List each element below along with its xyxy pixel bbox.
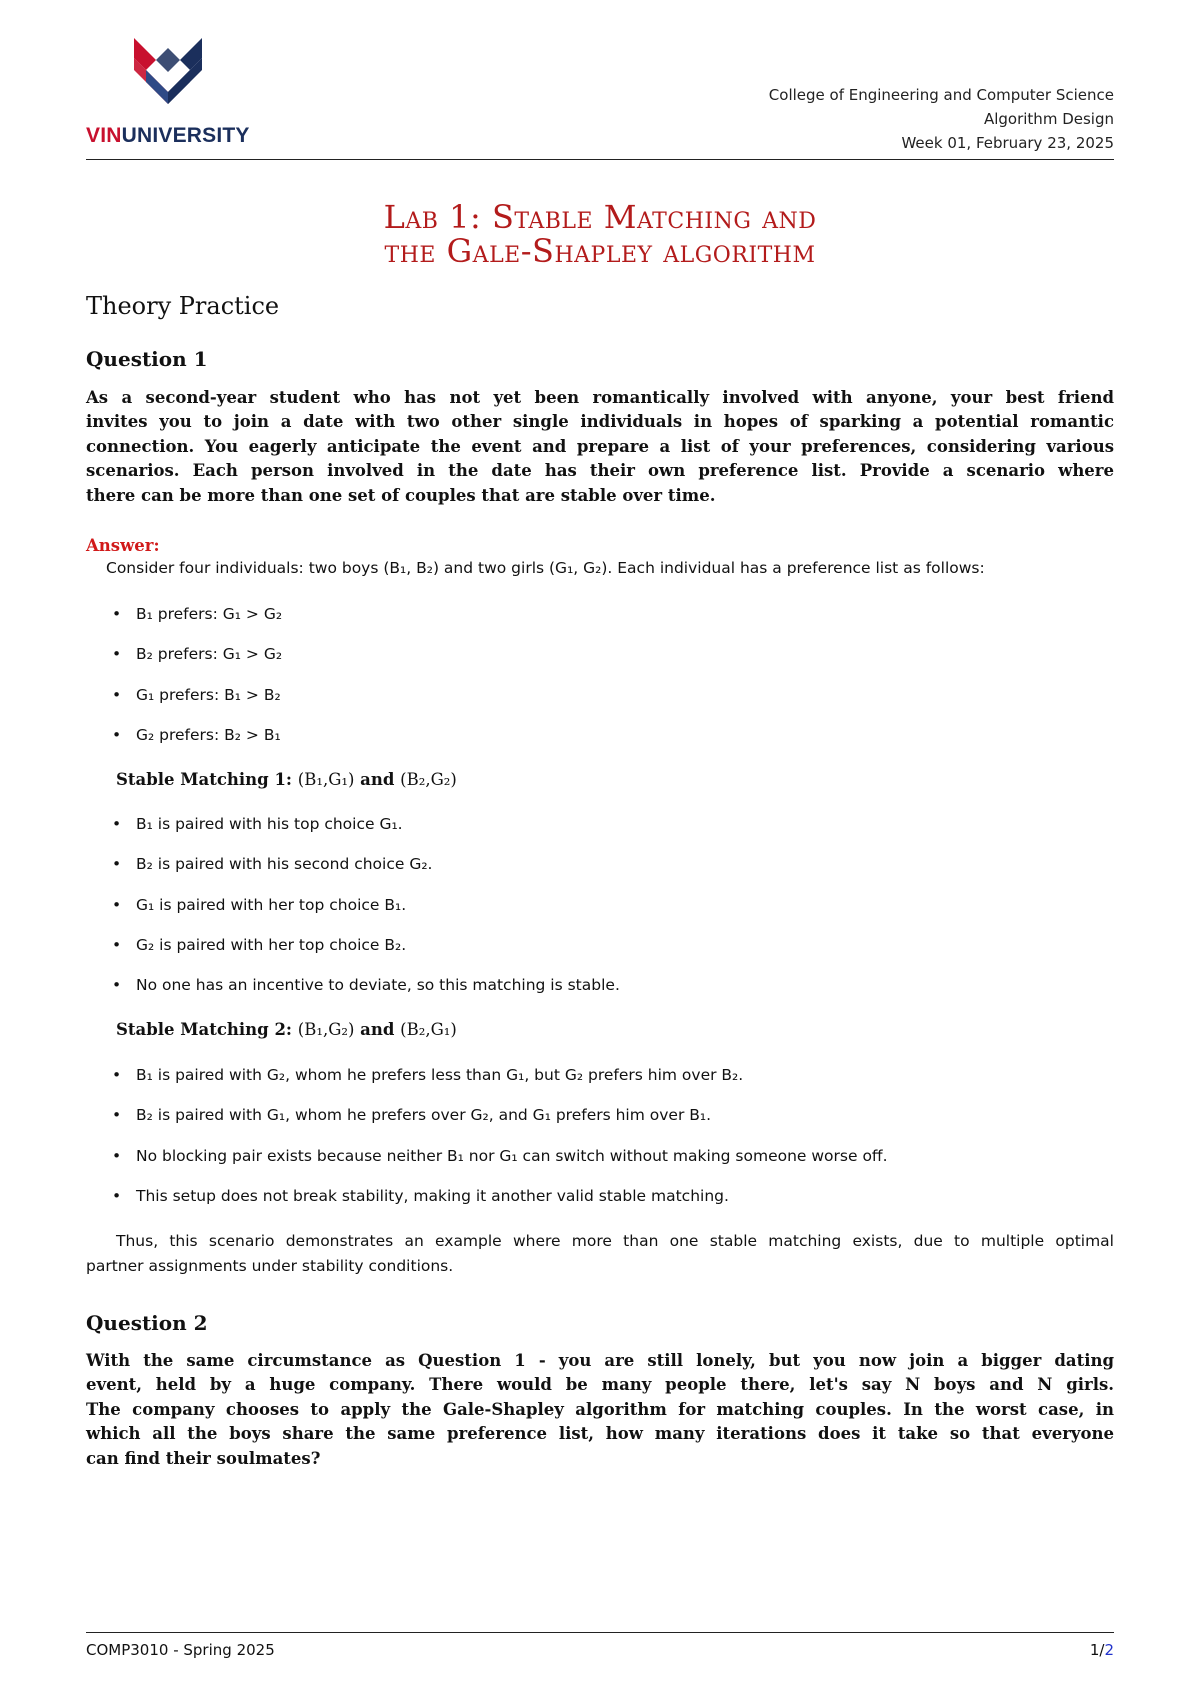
list-item: • G₁ is paired with her top choice B₁. bbox=[112, 896, 407, 914]
footer-course-term: COMP3010 - Spring 2025 bbox=[86, 1641, 275, 1659]
header-week: Week 01, February 23, 2025 bbox=[901, 134, 1114, 152]
stable-matching-1-heading: Stable Matching 1: (B₁,G₁) and (B₂,G₂) bbox=[116, 770, 457, 789]
header-college: College of Engineering and Computer Science bbox=[768, 86, 1114, 104]
question-2-line: The company chooses to apply the Gale-Shapley algorithm for matching couples. In the worst case, in bbox=[86, 1399, 1114, 1419]
logo-text-university: UNIVERSITY bbox=[121, 124, 250, 147]
list-item: • No blocking pair exists because neither B₁ nor G₁ can switch without making someone worse off. bbox=[112, 1147, 888, 1165]
footer-rule bbox=[86, 1632, 1114, 1633]
logo-wordmark bbox=[86, 124, 250, 148]
question-1-line: connection. You eagerly anticipate the event and prepare a list of your preferences, considering various bbox=[86, 436, 1114, 456]
list-item: • G₂ is paired with her top choice B₂. bbox=[112, 936, 407, 954]
bullet-icon: • bbox=[112, 1187, 122, 1205]
total-pages-link[interactable]: 2 bbox=[1104, 1641, 1114, 1659]
answer-intro: Consider four individuals: two boys (B₁, B₂) and two girls (G₁, G₂). Each individual has a preference list as follows: bbox=[106, 559, 985, 577]
question-2-line: With the same circumstance as Question 1 - you are still lonely, but you now join a bigger dating bbox=[86, 1351, 1114, 1370]
list-item: • B₁ is paired with G₂, whom he prefers less than G₁, but G₂ prefers him over B₂. bbox=[112, 1066, 744, 1084]
list-item: • B₂ prefers: G₁ > G₂ bbox=[112, 645, 283, 663]
list-item: • G₂ prefers: B₂ > B₁ bbox=[112, 726, 281, 744]
title-line-2: the Gale-Shapley algorithm bbox=[384, 232, 816, 270]
list-item: • B₁ prefers: G₁ > G₂ bbox=[112, 605, 283, 623]
logo-text-vin: VIN bbox=[86, 124, 122, 147]
list-item: • B₂ is paired with his second choice G₂. bbox=[112, 855, 433, 873]
page-number: 1/2 bbox=[1089, 1641, 1114, 1659]
question-1-line: As a second-year student who has not yet been romantically involved with anyone, your best friend bbox=[86, 388, 1114, 407]
conclusion-line-2: partner assignments under stability conditions. bbox=[86, 1257, 454, 1275]
bullet-icon: • bbox=[112, 726, 122, 744]
question-2-text bbox=[86, 1349, 1114, 1471]
question-1-line: there can be more than one set of couples that are stable over time. bbox=[86, 485, 716, 505]
bullet-icon: • bbox=[112, 896, 122, 914]
question-1-heading: Question 1 bbox=[86, 347, 208, 371]
question-1-line: invites you to join a date with two other single individuals in hopes of sparking a potential romantic bbox=[86, 412, 1114, 432]
bullet-icon: • bbox=[112, 605, 122, 623]
list-item: • B₂ is paired with G₁, whom he prefers over G₂, and G₁ prefers him over B₁. bbox=[112, 1106, 712, 1124]
question-2-heading: Question 2 bbox=[86, 1311, 208, 1335]
question-2-line: can find their soulmates? bbox=[86, 1448, 321, 1468]
section-heading: Theory Practice bbox=[86, 292, 280, 320]
bullet-icon: • bbox=[112, 815, 122, 833]
question-1-line: scenarios. Each person involved in the date has their own preference list. Provide a scenario where bbox=[86, 461, 1114, 481]
header-course: Algorithm Design bbox=[983, 110, 1114, 128]
bullet-icon: • bbox=[112, 976, 122, 994]
bullet-icon: • bbox=[112, 1106, 122, 1124]
header-rule bbox=[86, 159, 1114, 160]
bullet-icon: • bbox=[112, 1147, 122, 1165]
list-item: • No one has an incentive to deviate, so this matching is stable. bbox=[112, 976, 620, 994]
bullet-icon: • bbox=[112, 1066, 122, 1084]
bullet-icon: • bbox=[112, 686, 122, 704]
answer-conclusion bbox=[86, 1229, 1114, 1279]
bullet-icon: • bbox=[112, 645, 122, 663]
answer-label: Answer: bbox=[86, 536, 160, 555]
list-item: • This setup does not break stability, making it another valid stable matching. bbox=[112, 1187, 729, 1205]
stable-matching-2-heading: Stable Matching 2: (B₁,G₂) and (B₂,G₁) bbox=[116, 1020, 457, 1039]
list-item: • G₁ prefers: B₁ > B₂ bbox=[112, 686, 281, 704]
question-2-line: which all the boys share the same preference list, how many iterations does it take so that everyone bbox=[86, 1424, 1114, 1444]
header-info bbox=[769, 83, 1114, 155]
title-line-1: Lab 1: Stable Matching and bbox=[383, 198, 817, 236]
list-item: • B₁ is paired with his top choice G₁. bbox=[112, 815, 403, 833]
conclusion-line-1: Thus, this scenario demonstrates an example where more than one stable matching exists, due to multiple optimal bbox=[116, 1232, 1114, 1250]
bullet-icon: • bbox=[112, 855, 122, 873]
bullet-icon: • bbox=[112, 936, 122, 954]
question-1-text bbox=[86, 386, 1114, 508]
lab-title bbox=[0, 200, 1200, 268]
question-2-line: event, held by a huge company. There would be many people there, let's say N boys and N girls. bbox=[86, 1375, 1114, 1395]
